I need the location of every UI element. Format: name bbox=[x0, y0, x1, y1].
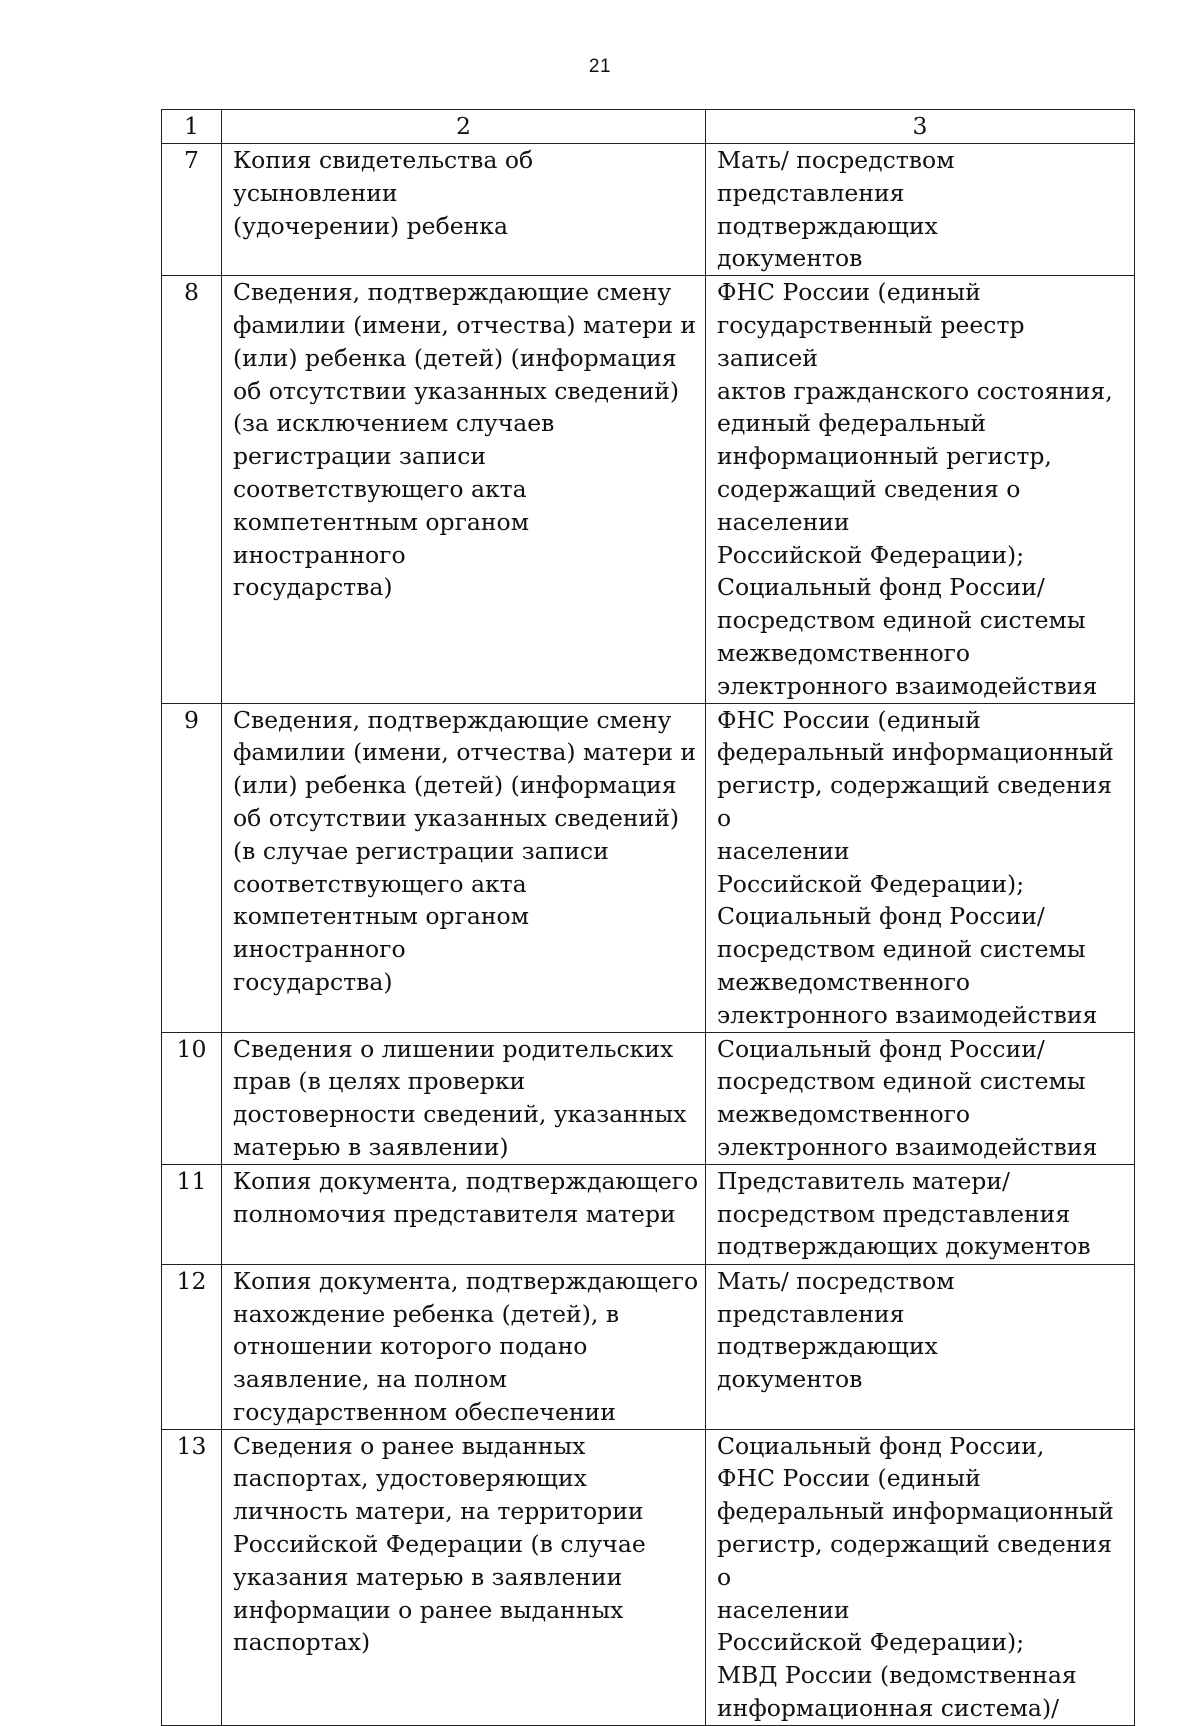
row-document: Сведения о лишении родительских прав (в целях проверки достоверности сведений, указанных матерью в заявлении) bbox=[222, 1032, 706, 1164]
documents-table bbox=[161, 109, 1135, 1726]
row-number: 9 bbox=[162, 703, 222, 1032]
row-source: Социальный фонд России, ФНС России (единый федеральный информационный регистр, содержащий сведения о населении Российской Федерации); МВД России (ведомственная информационная система)/ bbox=[706, 1429, 1135, 1725]
row-number: 7 bbox=[162, 144, 222, 276]
row-number: 8 bbox=[162, 276, 222, 703]
row-source: Мать/ посредством представления подтверждающих документов bbox=[706, 144, 1135, 276]
row-source: Мать/ посредством представления подтверждающих документов bbox=[706, 1264, 1135, 1429]
column-header-document: 2 bbox=[222, 110, 706, 144]
table-row bbox=[162, 276, 1135, 703]
row-source: Представитель матери/ посредством представления подтверждающих документов bbox=[706, 1164, 1135, 1264]
row-document: Сведения о ранее выданных паспортах, удостоверяющих личность матери, на территории Российской Федерации (в случае указания матерью в заявлении информации о ранее выданных паспортах) bbox=[222, 1429, 706, 1725]
row-number: 12 bbox=[162, 1264, 222, 1429]
column-header-source: 3 bbox=[706, 110, 1135, 144]
page-number: 21 bbox=[588, 56, 612, 77]
row-number: 13 bbox=[162, 1429, 222, 1725]
table-row bbox=[162, 1164, 1135, 1264]
row-document: Копия документа, подтверждающего полномочия представителя матери bbox=[222, 1164, 706, 1264]
table-row bbox=[162, 703, 1135, 1032]
row-source: Социальный фонд России/ посредством единой системы межведомственного электронного взаимодействия bbox=[706, 1032, 1135, 1164]
table-row bbox=[162, 144, 1135, 276]
table-header-row bbox=[162, 110, 1135, 144]
row-document: Копия свидетельства об усыновлении (удочерении) ребенка bbox=[222, 144, 706, 276]
table-row bbox=[162, 1264, 1135, 1429]
row-document: Сведения, подтверждающие смену фамилии (имени, отчества) матери и (или) ребенка (детей) (информация об отсутствии указанных сведений) (в случае регистрации записи соответствующего акта компетентным органом иностранного государства) bbox=[222, 703, 706, 1032]
row-number: 11 bbox=[162, 1164, 222, 1264]
row-document: Копия документа, подтверждающего нахождение ребенка (детей), в отношении которого подано заявление, на полном государственном обеспечении bbox=[222, 1264, 706, 1429]
row-source: ФНС России (единый федеральный информационный регистр, содержащий сведения о населении Российской Федерации); Социальный фонд России/ посредством единой системы межведомственного электронного взаимодействия bbox=[706, 703, 1135, 1032]
row-number: 10 bbox=[162, 1032, 222, 1164]
table-row bbox=[162, 1429, 1135, 1725]
row-source: ФНС России (единый государственный реестр записей актов гражданского состояния, единый федеральный информационный регистр, содержащий сведения о населении Российской Федерации); Социальный фонд России/ посредством единой системы межведомственного электронного взаимодействия bbox=[706, 276, 1135, 703]
column-header-number: 1 bbox=[162, 110, 222, 144]
table-row bbox=[162, 1032, 1135, 1164]
row-document: Сведения, подтверждающие смену фамилии (имени, отчества) матери и (или) ребенка (детей) (информация об отсутствии указанных сведений) (за исключением случаев регистрации записи соответствующего акта компетентным органом иностранного государства) bbox=[222, 276, 706, 703]
